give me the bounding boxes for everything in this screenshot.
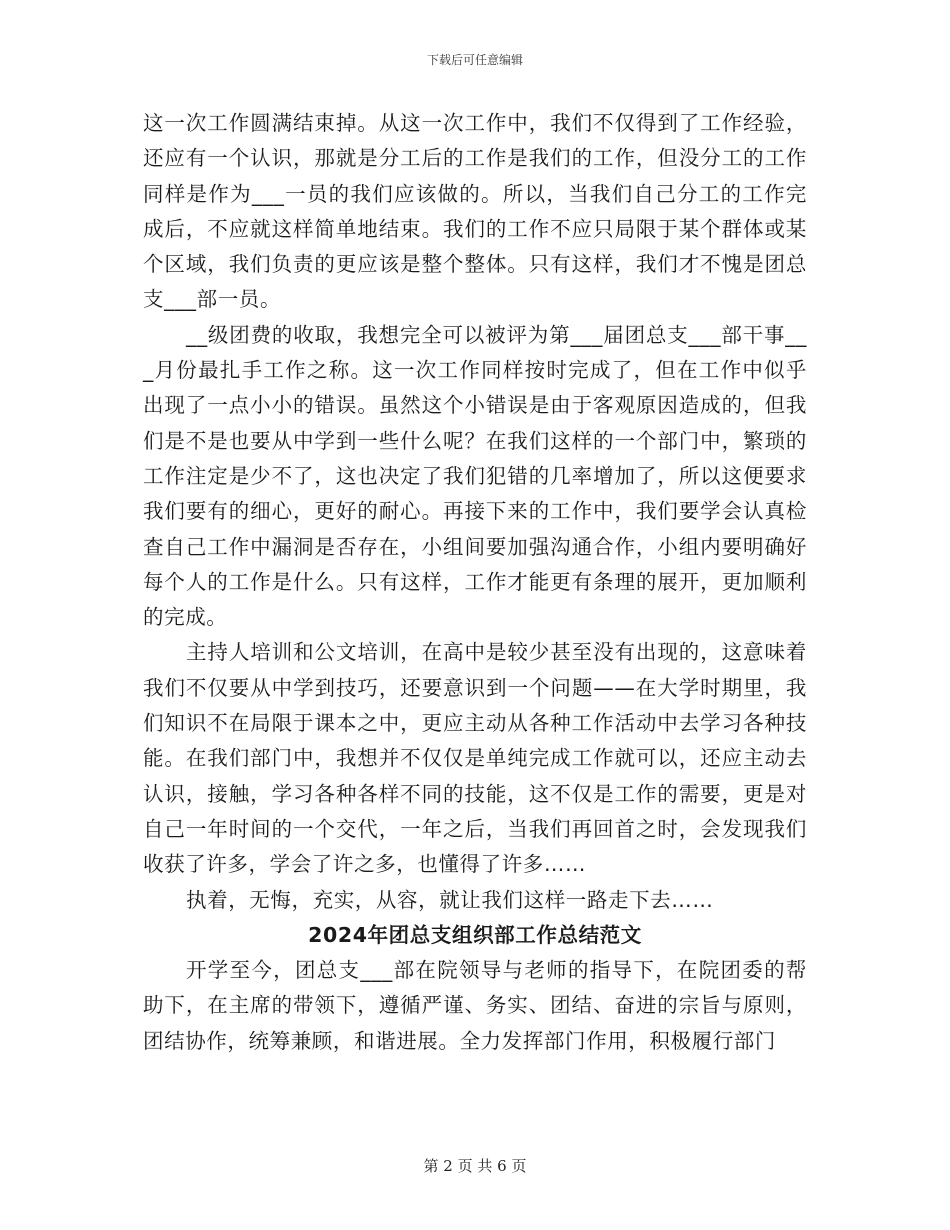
paragraph-fee-collection: __级团费的收取，我想完全可以被评为第___届团总支___部干事___月份最扎手工作之称。这一次工作同样按时完成了，但在工作中似乎出现了一点小小的错误。虽然这个小错误是由于客观原因造成的，但我们是不是也要从中学到一些什么呢？在我们这样的一个部门中，繁琐的工作注定是少不了，这也决定了我们犯错的几率增加了，所以这便要求我们要有的细心，更好的耐心。再接下来的工作中，我们要学会认真检查自己工作中漏洞是否存在，小组间要加强沟通合作，小组内要明确好每个人的工作是什么。只有这样，工作才能更有条理的展开，更加顺利的完成。 — [143, 322, 807, 630]
section-title: 2024年团总支组织部工作总结范文 — [308, 922, 642, 947]
page-header: 下载后可任意编辑 — [426, 53, 523, 67]
paragraph-closing: 执着，无悔，充实，从容，就让我们这样一路走下去…… — [186, 887, 714, 912]
paragraph-section-intro: 开学至今，团总支___部在院领导与老师的指导下，在院团委的帮助下，在主席的带领下，遵循严谨、务实、团结、奋进的宗旨与原则，团结协作，统筹兼顾，和谐进展。全力发挥部门作用，积极履行部门 — [143, 958, 807, 1053]
document-body — [143, 106, 807, 1059]
paragraph-work-summary: 这一次工作圆满结束掉。从这一次工作中，我们不仅得到了工作经验，还应有一个认识，那就是分工后的工作是我们的工作，但没分工的工作同样是作为___一员的我们应该做的。所以，当我们自己分工的工作完成后，不应就这样简单地结束。我们的工作不应只局限于某个群体或某个区域，我们负责的更应该是整个整体。只有这样，我们才不愧是团总支___部一员。 — [143, 111, 807, 312]
paragraph-training: 主持人培训和公文培训，在高中是较少甚至没有出现的，这意味着我们不仅要从中学到技巧，还要意识到一个问题——在大学时期里，我们知识不在局限于课本之中，更应主动从各种工作活动中去学习各种技能。在我们部门中，我想并不仅仅是单纯完成工作就可以，还应主动去认识，接触，学习各种各样不同的技能，这不仅是工作的需要，更是对自己一年时间的一个交代，一年之后，当我们再回首之时，会发现我们收获了许多，学会了许之多，也懂得了许多…… — [143, 640, 807, 877]
page-footer: 第 2 页 共 6 页 — [423, 1157, 527, 1175]
